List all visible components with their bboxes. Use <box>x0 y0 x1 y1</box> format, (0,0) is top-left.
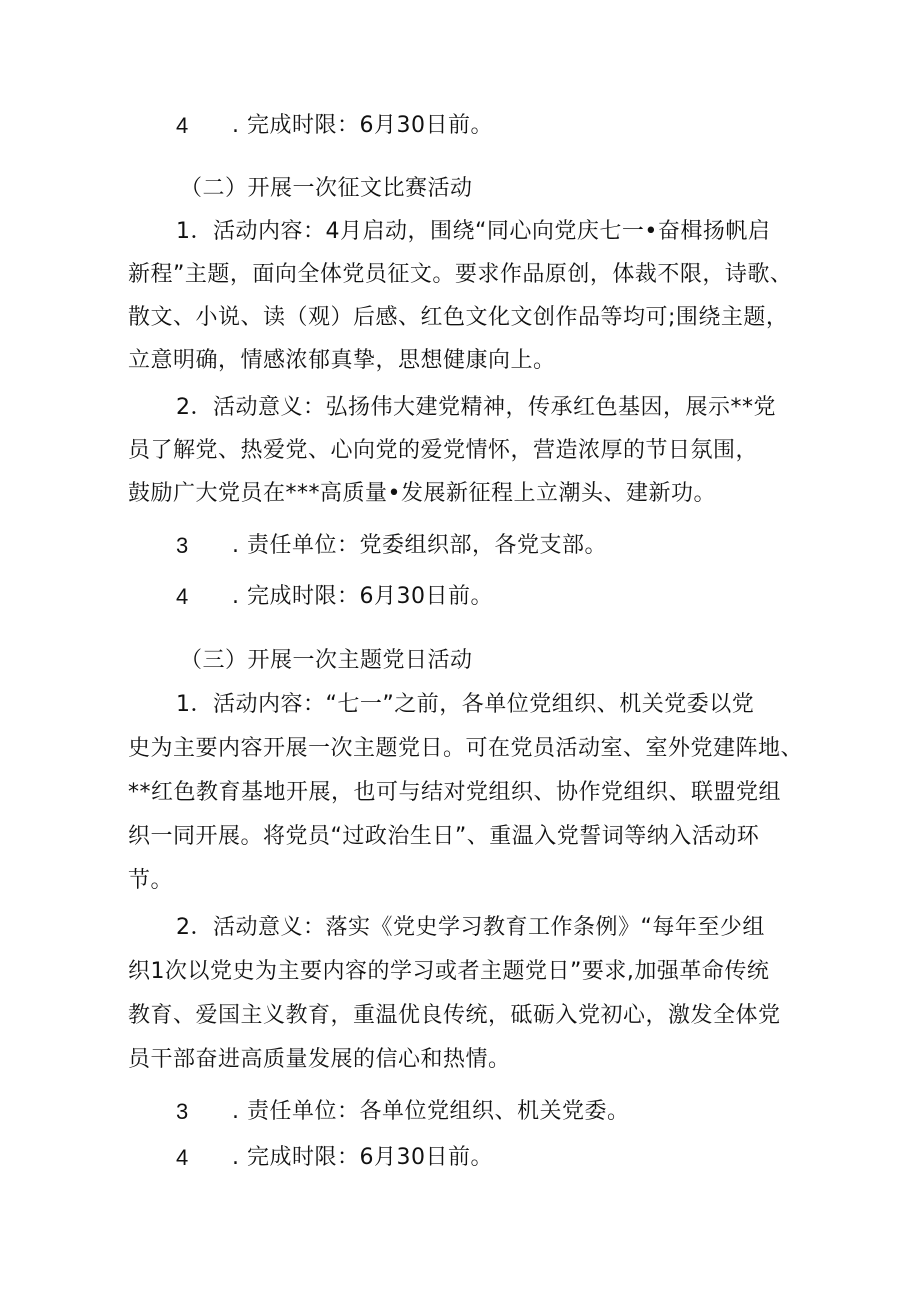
s3-item3-number: 3 <box>176 1099 189 1124</box>
s3-item2-line-2: 织1次以党史为主要内容的学习或者主题党日”要求,加强革命传统 <box>128 959 770 984</box>
s2-item2-line-2: 员了解党、热爱党、心向党的爱党情怀，营造浓厚的节日氛围， <box>128 438 759 463</box>
s2-item1-line-4: 立意明确，情感浓郁真挚，思想健康向上。 <box>128 348 556 373</box>
s2-item3-number: 3 <box>176 533 189 558</box>
s3-item1-line-4: 织一同开展。将党员“过政治生日”、重温入党誓词等纳入活动环 <box>128 824 760 849</box>
s3-item2-line-4: 员干部奋进高质量发展的信心和热情。 <box>128 1047 511 1072</box>
section-two-heading: （二）开展一次征文比赛活动 <box>180 176 473 201</box>
s2-item1-line-3: 散文、小说、读（观）后感、红色文化文创作品等均可;围绕主题， <box>128 305 789 330</box>
s2-item4-number: 4 <box>176 584 189 609</box>
s3-item2-line-1: 2．活动意义：落实《党史学习教育工作条例》“每年至少组 <box>176 915 765 940</box>
s3-item1-line-2: 史为主要内容开展一次主题党日。可在党员活动室、室外党建阵地、 <box>128 736 804 761</box>
s2-item1-line-2: 新程”主题，面向全体党员征文。要求作品原创，体裁不限，诗歌、 <box>128 262 793 287</box>
s1-item4-number: 4 <box>176 113 189 138</box>
s3-item1-line-5: 节。 <box>128 868 174 893</box>
s2-item2-line-1: 2．活动意义：弘扬伟大建党精神，传承红色基因，展示**党 <box>176 395 776 420</box>
s1-item4-text: . 完成时限：6月30日前。 <box>232 113 493 138</box>
s3-item4-text: . 完成时限：6月30日前。 <box>232 1145 493 1170</box>
s3-item4-number: 4 <box>176 1145 189 1170</box>
s2-item1-line-1: 1．活动内容：4月启动，围绕“同心向党庆七一•奋楫扬帆启 <box>176 219 771 244</box>
s2-item4-text: . 完成时限：6月30日前。 <box>232 584 493 609</box>
s3-item1-line-3: **红色教育基地开展，也可与结对党组织、协作党组织、联盟党组 <box>128 780 782 805</box>
section-three-heading: （三）开展一次主题党日活动 <box>180 648 473 673</box>
s3-item2-line-3: 教育、爱国主义教育，重温优良传统，砥砺入党初心，激发全体党 <box>128 1003 781 1028</box>
s2-item3-text: . 责任单位：党委组织部，各党支部。 <box>232 533 607 558</box>
s3-item1-line-1: 1．活动内容：“七一”之前，各单位党组织、机关党委以党 <box>176 692 755 717</box>
s2-item2-line-3: 鼓励广大党员在***高质量•发展新征程上立潮头、建新功。 <box>128 481 716 506</box>
s3-item3-text: . 责任单位：各单位党组织、机关党委。 <box>232 1099 630 1124</box>
